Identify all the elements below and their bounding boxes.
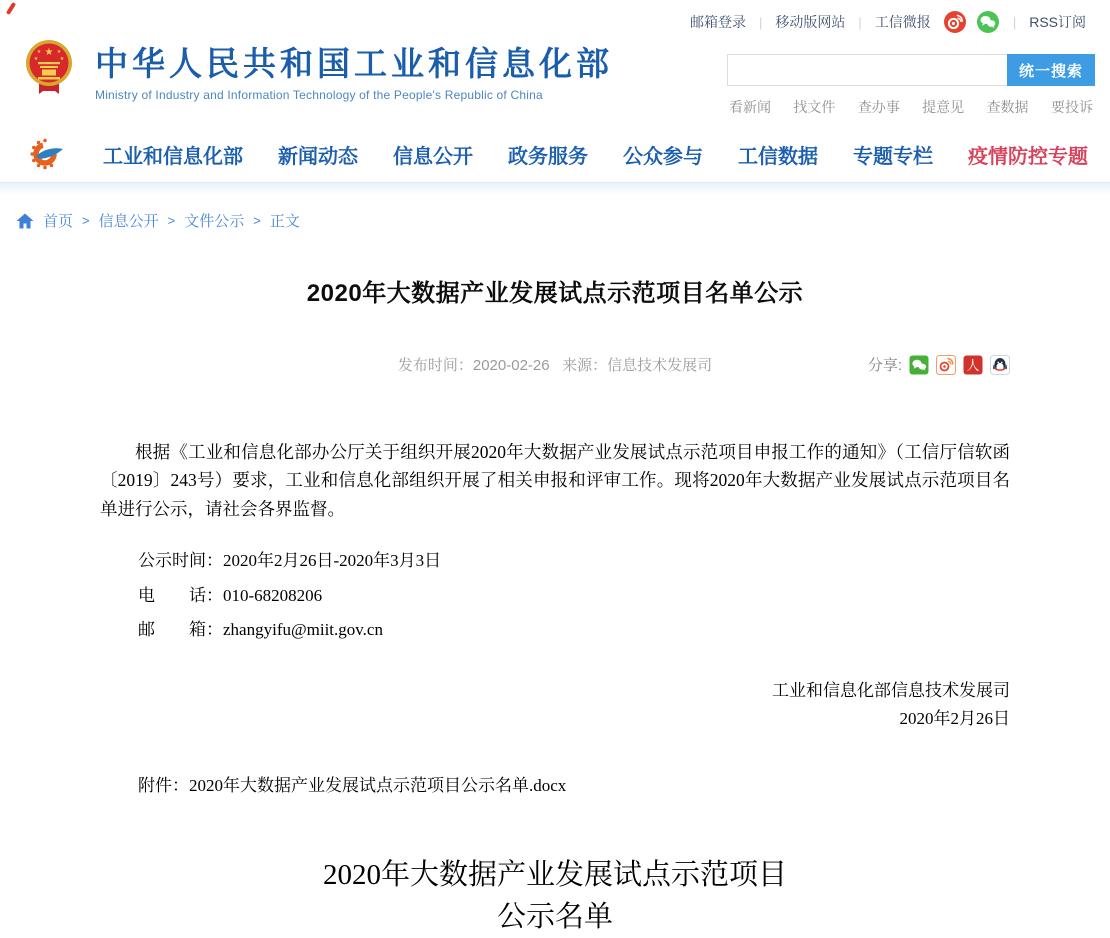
site-title-en: Ministry of Industry and Information Technology of the People's Republic of China xyxy=(95,88,543,103)
signature-org: 工业和信息化部信息技术发展司 xyxy=(772,680,1010,700)
attachment-file-link[interactable]: 2020年大数据产业发展试点示范项目公示名单.docx xyxy=(189,776,567,796)
document-title-line1: 2020年大数据产业发展试点示范项目 xyxy=(322,859,787,892)
site-titles xyxy=(95,46,613,102)
signature-date: 2020年2月26日 xyxy=(899,709,1010,728)
svg-text:★: ★ xyxy=(59,56,65,62)
breadcrumb-current: 正文 xyxy=(269,213,300,230)
top-utility-bar xyxy=(0,0,1110,44)
mail-login-link[interactable]: 邮箱登录 xyxy=(690,14,747,30)
quick-link-data[interactable]: 查数据 xyxy=(986,99,1029,115)
mobile-site-link[interactable]: 移动版网站 xyxy=(775,14,846,30)
svg-text:★: ★ xyxy=(56,49,62,55)
article-meta xyxy=(100,354,1010,378)
document-title xyxy=(100,854,1010,938)
svg-text:★: ★ xyxy=(44,47,54,58)
masthead xyxy=(0,44,1110,126)
share-label: 分享: xyxy=(867,357,902,374)
nav-item-public-participation[interactable]: 公众参与 xyxy=(623,145,703,168)
search-input[interactable] xyxy=(727,54,1007,86)
contact-email: 邮 箱：zhangyifu@miit.gov.cn xyxy=(138,620,383,640)
divider: | xyxy=(1012,14,1017,30)
nav-item-news[interactable]: 新闻动态 xyxy=(278,145,358,168)
svg-text:★: ★ xyxy=(36,49,42,55)
main-nav xyxy=(0,126,1110,182)
contact-phone: 电 话：010-68208206 xyxy=(138,585,323,605)
nav-item-special-topics[interactable]: 专题专栏 xyxy=(853,145,933,168)
share-wechat-icon[interactable] xyxy=(909,355,929,375)
breadcrumb-separator: > xyxy=(167,213,176,228)
quick-link-news[interactable]: 看新闻 xyxy=(729,99,771,115)
page-title: 2020年大数据产业发展试点示范项目名单公示 xyxy=(306,280,804,307)
publicity-period: 公示时间：2020年2月26日-2020年3月3日 xyxy=(138,551,442,571)
social-icons xyxy=(943,10,1000,34)
nav-item-epidemic-topic[interactable]: 疫情防控专题 xyxy=(968,145,1088,168)
search-area xyxy=(727,54,1095,117)
share-weibo-icon[interactable] xyxy=(936,355,956,375)
article xyxy=(100,273,1010,938)
svg-text:★: ★ xyxy=(33,56,39,62)
share-renren-icon[interactable] xyxy=(963,355,983,375)
svg-text:人: 人 xyxy=(966,357,980,373)
wechat-icon[interactable] xyxy=(976,10,1000,34)
quick-link-suggest[interactable]: 提意见 xyxy=(922,99,965,115)
national-emblem xyxy=(25,38,73,108)
quick-links xyxy=(727,97,1095,117)
breadcrumb-info-disclosure[interactable]: 信息公开 xyxy=(98,213,159,230)
nav-item-info-disclosure[interactable]: 信息公开 xyxy=(393,145,473,168)
contact-info xyxy=(138,549,1010,643)
breadcrumb xyxy=(0,194,1110,243)
attachment-row xyxy=(138,771,1010,796)
breadcrumb-home[interactable]: 首页 xyxy=(43,213,74,230)
quick-link-files[interactable]: 找文件 xyxy=(793,99,836,115)
nav-item-data[interactable]: 工信数据 xyxy=(738,145,818,168)
share-qq-icon[interactable] xyxy=(990,355,1010,375)
quick-link-services[interactable]: 查办事 xyxy=(857,99,900,115)
breadcrumb-separator: > xyxy=(253,213,261,228)
nav-item-miit[interactable]: 工业和信息化部 xyxy=(103,145,243,168)
article-body: 根据《工业和信息化部办公厅关于组织开展2020年大数据产业发展试点示范项目申报工作的通知》（工信厅信软函〔2019〕243号）要求，工业和信息化部组织开展了相关申报和评审工作。现将2020年大数据产业发展试点示范项目名单进行公示，请社会各界监督。 xyxy=(100,442,1010,519)
attachment-label: 附件： xyxy=(138,776,189,796)
publish-time: 发布时间：2020-02-26 xyxy=(397,357,550,374)
nav-item-gov-services[interactable]: 政务服务 xyxy=(508,145,588,168)
signature xyxy=(100,677,1010,733)
header-divider xyxy=(0,182,1110,194)
source-label: 来源：信息技术发展司 xyxy=(562,357,713,374)
rss-link[interactable]: RSS订阅 xyxy=(1029,14,1086,30)
breadcrumb-file-publicity[interactable]: 文件公示 xyxy=(184,213,245,230)
divider: | xyxy=(858,14,862,30)
search-button[interactable]: 统一搜索 xyxy=(1007,54,1095,86)
breadcrumb-separator: > xyxy=(82,213,90,228)
miit-logo-icon xyxy=(26,133,68,175)
weibo-icon[interactable] xyxy=(943,10,967,34)
quick-link-complaint[interactable]: 要投诉 xyxy=(1050,99,1093,115)
home-icon[interactable] xyxy=(16,213,34,229)
site-title-cn: 中华人民共和国工业和信息化部 xyxy=(95,45,613,82)
document-title-line2: 公示名单 xyxy=(496,901,613,934)
divider: | xyxy=(759,14,763,30)
share-box xyxy=(868,354,1010,375)
wechat-weibo-link[interactable]: 工信微报 xyxy=(874,14,931,30)
